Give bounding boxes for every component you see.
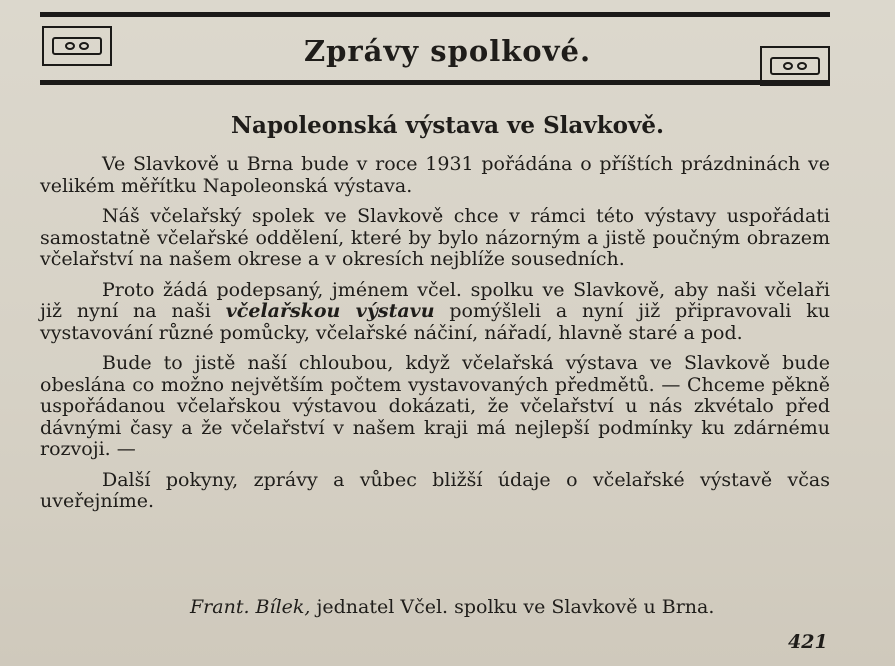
- paragraph-3: [40, 280, 830, 345]
- paragraph-3-after: pomýšleli a nyní již připravovali ku vystavování různé pomůcky, včelařské náčiní, nářadí, hlavně staré a pod.: [40, 300, 830, 344]
- header-bottom-rule: [40, 80, 830, 85]
- signature: [190, 596, 714, 618]
- page-number: 421: [788, 631, 828, 653]
- article-body: [40, 154, 830, 522]
- signature-role: jednatel Včel. spolku ve Slavkově u Brna.: [310, 596, 715, 618]
- header-top-rule: [40, 12, 830, 17]
- paragraph-4: Bude to jistě naší chloubou, když včelařská výstava ve Slavkově bude obeslána co možno největším počtem vystavovaných předmětů. — Chceme pěkně uspořádanou včelařskou výstavou dokázati, že včelařství u nás zkvétalo před dávnými časy a že včelařství v našem kraji má nejlepší podmínky ku zdárnému rozvoji. —: [40, 352, 830, 460]
- paragraph-1: Ve Slavkově u Brna bude v roce 1931 pořádána o příštích prázdninách ve velikém měřítku Napoleonská výstava.: [40, 153, 830, 197]
- paragraph-3-before: Proto žádá podepsaný, jménem včel. spolku ve Slavkově, aby naši včelaři již nyní na naši: [40, 278, 830, 322]
- section-title: Zprávy spolkové.: [303, 34, 592, 68]
- article-title: Napoleonská výstava ve Slavkově.: [231, 112, 664, 139]
- paragraph-5: Další pokyny, zprávy a vůbec bližší údaje o včelařské výstavě včas uveřejníme.: [40, 468, 830, 512]
- paragraph-3-emphasis: včelařskou výstavu: [225, 300, 435, 322]
- signature-name: Frant. Bílek,: [190, 596, 311, 618]
- paragraph-2: Náš včelařský spolek ve Slavkově chce v rámci této výstavy uspořádati samostatně včelařské oddělení, které by bylo názorným a jistě poučným obrazem včelařství na našem okrese a v okresích nejblíže sousedních.: [40, 205, 830, 270]
